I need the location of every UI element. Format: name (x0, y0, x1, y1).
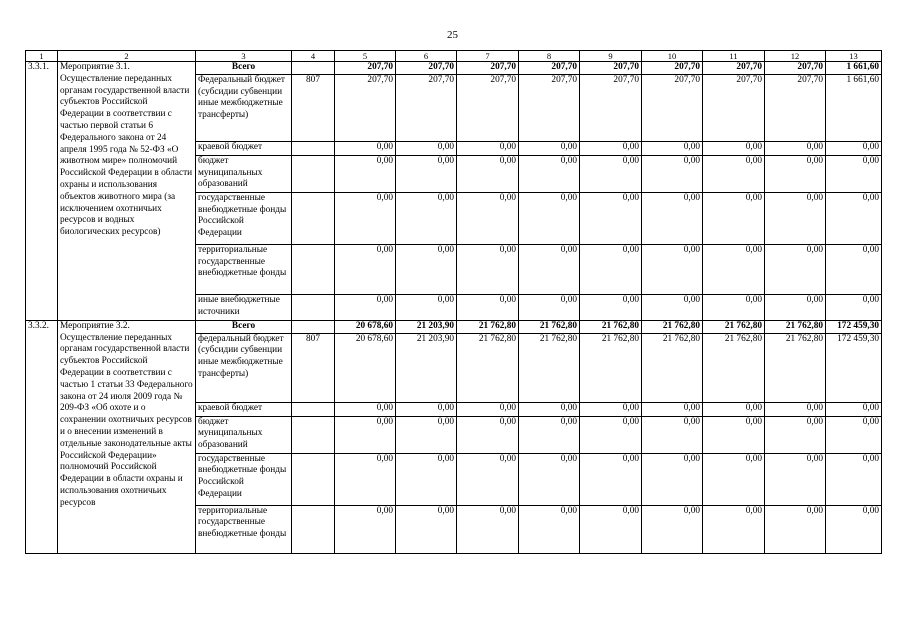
total-value: 21 762,80 (519, 320, 580, 333)
amount-value: 0,00 (519, 505, 580, 553)
total-value: 21 203,90 (396, 320, 457, 333)
column-number: 7 (457, 51, 519, 62)
amount-value: 207,70 (765, 74, 826, 141)
amount-value: 0,00 (765, 155, 826, 192)
amount-value: 0,00 (826, 402, 882, 416)
total-value: 207,70 (457, 62, 519, 75)
column-number: 3 (196, 51, 292, 62)
budget-code (292, 155, 335, 192)
amount-value: 0,00 (580, 155, 642, 192)
column-number: 1 (26, 51, 58, 62)
amount-value: 207,70 (580, 74, 642, 141)
amount-value: 21 203,90 (396, 333, 457, 402)
measure-total-row (26, 320, 882, 333)
amount-value: 0,00 (703, 416, 765, 453)
amount-value: 0,00 (396, 416, 457, 453)
amount-value: 0,00 (396, 155, 457, 192)
amount-value: 0,00 (703, 402, 765, 416)
amount-value: 207,70 (642, 74, 703, 141)
amount-value: 21 762,80 (765, 333, 826, 402)
total-value: 20 678,60 (335, 320, 396, 333)
column-number: 10 (642, 51, 703, 62)
amount-value: 0,00 (765, 505, 826, 553)
amount-value: 0,00 (826, 192, 882, 244)
amount-value: 0,00 (765, 294, 826, 320)
amount-value: 0,00 (396, 505, 457, 553)
column-number: 12 (765, 51, 826, 62)
column-number: 6 (396, 51, 457, 62)
column-number: 11 (703, 51, 765, 62)
total-value: 207,70 (519, 62, 580, 75)
total-value: 21 762,80 (703, 320, 765, 333)
amount-value: 0,00 (765, 416, 826, 453)
amount-value: 21 762,80 (457, 333, 519, 402)
amount-value: 0,00 (703, 294, 765, 320)
funding-source: бюджет муниципальных образований (196, 155, 292, 192)
amount-value: 172 459,30 (826, 333, 882, 402)
amount-value: 0,00 (642, 155, 703, 192)
amount-value: 0,00 (519, 453, 580, 505)
amount-value: 207,70 (335, 74, 396, 141)
total-value: 21 762,80 (642, 320, 703, 333)
measure-description-cell (58, 320, 196, 553)
column-number: 4 (292, 51, 335, 62)
amount-value: 0,00 (335, 453, 396, 505)
amount-value: 1 661,60 (826, 74, 882, 141)
budget-code (292, 453, 335, 505)
amount-value: 0,00 (642, 416, 703, 453)
amount-value: 0,00 (765, 402, 826, 416)
amount-value: 0,00 (580, 192, 642, 244)
amount-value: 207,70 (519, 74, 580, 141)
amount-value: 0,00 (642, 141, 703, 155)
column-number: 13 (826, 51, 882, 62)
amount-value: 21 762,80 (642, 333, 703, 402)
measure-id: 3.3.2. (26, 320, 58, 553)
amount-value: 21 762,80 (580, 333, 642, 402)
amount-value: 0,00 (826, 244, 882, 294)
amount-value: 0,00 (642, 453, 703, 505)
amount-value: 0,00 (519, 402, 580, 416)
total-label: Всего (196, 320, 292, 333)
amount-value: 0,00 (580, 402, 642, 416)
budget-code (292, 294, 335, 320)
amount-value: 0,00 (335, 505, 396, 553)
funding-source: территориальные государственные внебюджетные фонды (196, 244, 292, 294)
amount-value: 0,00 (580, 505, 642, 553)
funding-source: государственные внебюджетные фонды Российской Федерации (196, 453, 292, 505)
amount-value: 0,00 (457, 505, 519, 553)
amount-value: 0,00 (396, 244, 457, 294)
funding-source: государственные внебюджетные фонды Российской Федерации (196, 192, 292, 244)
amount-value: 0,00 (765, 141, 826, 155)
amount-value: 0,00 (642, 505, 703, 553)
budget-code (292, 402, 335, 416)
measure-id: 3.3.1. (26, 62, 58, 321)
amount-value: 0,00 (765, 192, 826, 244)
amount-value: 0,00 (335, 294, 396, 320)
funding-source: иные внебюджетные источники (196, 294, 292, 320)
column-number: 8 (519, 51, 580, 62)
amount-value: 0,00 (703, 141, 765, 155)
total-label: Всего (196, 62, 292, 75)
amount-value: 0,00 (457, 294, 519, 320)
amount-value: 207,70 (457, 74, 519, 141)
amount-value: 0,00 (396, 294, 457, 320)
measure-description: Осуществление переданных органам государственной власти субъектов Российской Федерации в соответствии с частью первой статьи 6 Федерального закона от 24 апреля 1995 года № 52-ФЗ «О животном мире» полномочий Российской Федерации в области охраны и использования объектов животного мира (за исключением охотничьих ресурсов и водных биологических ресурсов) (60, 73, 193, 238)
table-body (26, 51, 882, 554)
amount-value: 0,00 (519, 141, 580, 155)
total-value: 207,70 (335, 62, 396, 75)
budget-code (292, 505, 335, 553)
amount-value: 0,00 (396, 192, 457, 244)
amount-value: 0,00 (396, 141, 457, 155)
funding-source: краевой бюджет (196, 402, 292, 416)
page-number: 25 (447, 29, 458, 41)
amount-value: 0,00 (396, 453, 457, 505)
measure-description: Осуществление переданных органам государственной власти субъектов Российской Федерации в соответствии с частью 1 статьи 33 Федерального закона от 24 июля 2009 года № 209-ФЗ «Об охоте и о сохранении охотничьих ресурсов и о внесении изменений в отдельные законодательные акты Российской Федерации» полномочий Российской Федерации в области охраны и использования охотничьих ресурсов (60, 332, 193, 508)
funding-source: бюджет муниципальных образований (196, 416, 292, 453)
amount-value: 0,00 (457, 141, 519, 155)
measure-description-cell (58, 62, 196, 321)
amount-value: 0,00 (457, 416, 519, 453)
budget-code-cell (292, 62, 335, 75)
amount-value: 0,00 (457, 192, 519, 244)
amount-value: 0,00 (457, 244, 519, 294)
amount-value: 0,00 (519, 155, 580, 192)
total-value: 207,70 (396, 62, 457, 75)
column-number: 5 (335, 51, 396, 62)
amount-value: 0,00 (580, 453, 642, 505)
funding-source: Федеральный бюджет (субсидии субвенции иные межбюджетные трансферты) (196, 74, 292, 141)
amount-value: 0,00 (826, 453, 882, 505)
amount-value: 0,00 (703, 505, 765, 553)
amount-value: 0,00 (642, 244, 703, 294)
amount-value: 0,00 (826, 141, 882, 155)
budget-code (292, 416, 335, 453)
amount-value: 0,00 (580, 141, 642, 155)
amount-value: 0,00 (519, 244, 580, 294)
amount-value: 20 678,60 (335, 333, 396, 402)
amount-value: 0,00 (457, 402, 519, 416)
amount-value: 0,00 (580, 294, 642, 320)
total-value: 21 762,80 (580, 320, 642, 333)
total-value: 1 661,60 (826, 62, 882, 75)
measure-title: Мероприятие 3.1. (60, 62, 130, 72)
amount-value: 21 762,80 (519, 333, 580, 402)
budget-code: 807 (292, 74, 335, 141)
amount-value: 0,00 (519, 192, 580, 244)
amount-value: 0,00 (457, 453, 519, 505)
amount-value: 0,00 (703, 244, 765, 294)
amount-value: 0,00 (335, 155, 396, 192)
column-number: 9 (580, 51, 642, 62)
amount-value: 0,00 (703, 192, 765, 244)
amount-value: 0,00 (703, 155, 765, 192)
amount-value: 0,00 (335, 416, 396, 453)
amount-value: 0,00 (826, 416, 882, 453)
budget-code (292, 244, 335, 294)
budget-table (25, 50, 882, 554)
amount-value: 0,00 (335, 192, 396, 244)
measure-total-row (26, 62, 882, 75)
amount-value: 207,70 (703, 74, 765, 141)
budget-code (292, 141, 335, 155)
funding-source: федеральный бюджет (субсидии субвенции иные межбюджетные трансферты) (196, 333, 292, 402)
total-value: 207,70 (703, 62, 765, 75)
measure-title: Мероприятие 3.2. (60, 320, 130, 331)
amount-value: 0,00 (519, 294, 580, 320)
amount-value: 0,00 (519, 416, 580, 453)
total-value: 207,70 (765, 62, 826, 75)
column-number: 2 (58, 51, 196, 62)
amount-value: 0,00 (642, 192, 703, 244)
amount-value: 0,00 (335, 141, 396, 155)
amount-value: 0,00 (765, 244, 826, 294)
amount-value: 0,00 (703, 453, 765, 505)
total-value: 207,70 (642, 62, 703, 75)
amount-value: 207,70 (396, 74, 457, 141)
amount-value: 0,00 (826, 294, 882, 320)
total-value: 207,70 (580, 62, 642, 75)
amount-value: 0,00 (457, 155, 519, 192)
budget-code-cell (292, 320, 335, 333)
amount-value: 0,00 (335, 402, 396, 416)
amount-value: 0,00 (580, 416, 642, 453)
amount-value: 21 762,80 (703, 333, 765, 402)
amount-value: 0,00 (642, 402, 703, 416)
funding-source: территориальные государственные внебюджетные фонды (196, 505, 292, 553)
amount-value: 0,00 (642, 294, 703, 320)
amount-value: 0,00 (765, 453, 826, 505)
amount-value: 0,00 (580, 244, 642, 294)
amount-value: 0,00 (826, 155, 882, 192)
amount-value: 0,00 (396, 402, 457, 416)
total-value: 172 459,30 (826, 320, 882, 333)
amount-value: 0,00 (335, 244, 396, 294)
budget-code (292, 192, 335, 244)
total-value: 21 762,80 (457, 320, 519, 333)
funding-source: краевой бюджет (196, 141, 292, 155)
column-number-row (26, 51, 882, 62)
total-value: 21 762,80 (765, 320, 826, 333)
amount-value: 0,00 (826, 505, 882, 553)
budget-code: 807 (292, 333, 335, 402)
